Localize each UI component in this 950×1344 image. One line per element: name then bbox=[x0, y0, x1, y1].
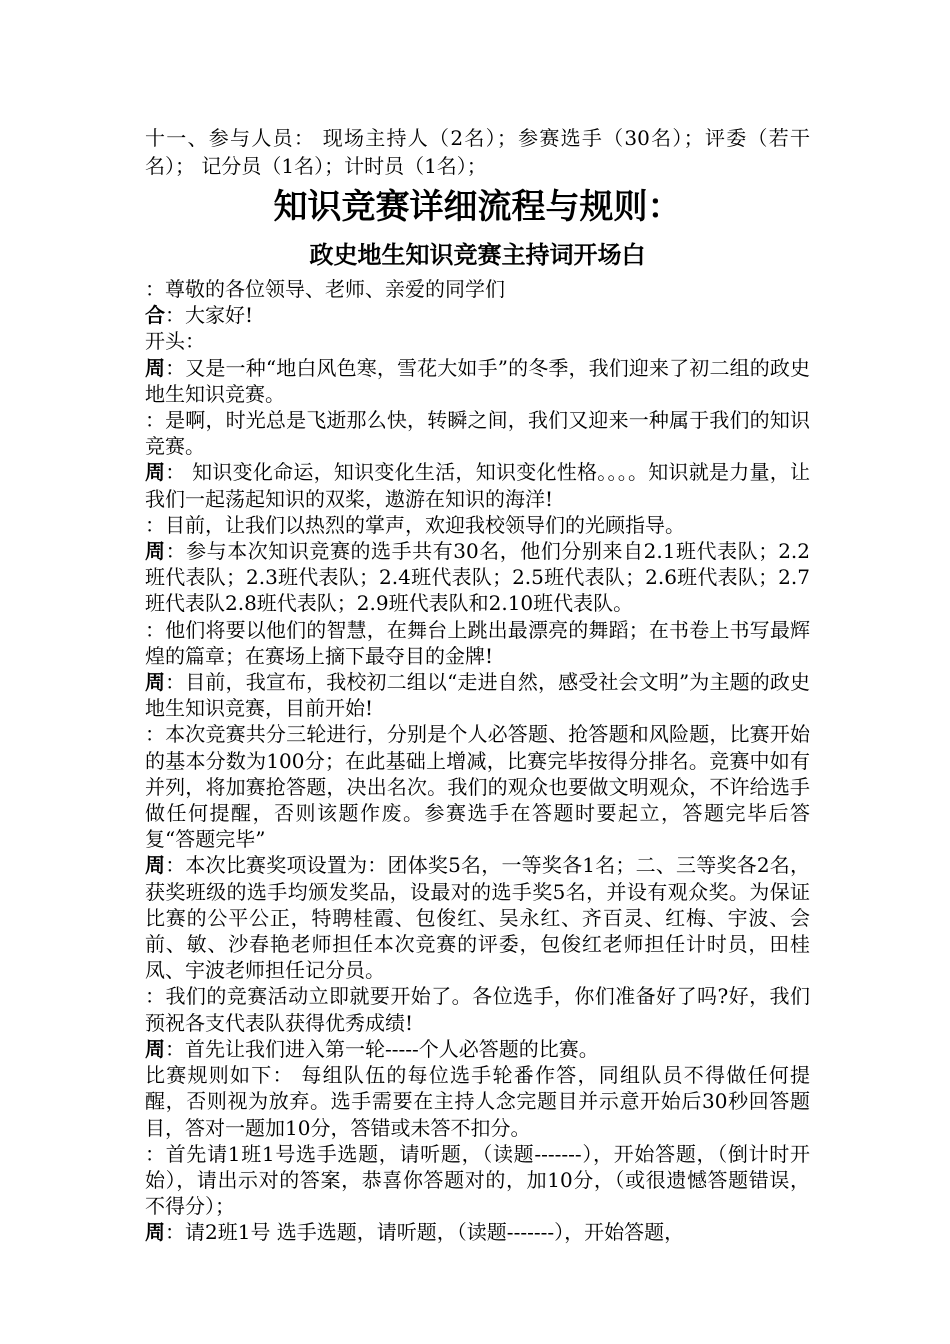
speaker-label: 周 bbox=[145, 670, 166, 695]
document-content bbox=[145, 124, 810, 1246]
paragraph-text: ：我们的竞赛活动立即就要开始了。各位选手，你们准备好了吗?好，我们预祝各支代表队获得优秀成绩! bbox=[145, 984, 810, 1035]
paragraph-text: ：目前，让我们以热烈的掌声，欢迎我校领导们的光顾指导。 bbox=[145, 512, 685, 537]
script-paragraph bbox=[145, 617, 810, 669]
paragraph-text: ：他们将要以他们的智慧，在舞台上跳出最漂亮的舞蹈；在书卷上书写最辉煌的篇章；在赛场上摘下最夺目的金牌! bbox=[145, 617, 810, 668]
script-paragraph bbox=[145, 538, 810, 617]
script-paragraph bbox=[145, 669, 810, 721]
script-paragraph bbox=[145, 852, 810, 983]
script-paragraph bbox=[145, 983, 810, 1035]
paragraph-text: ： 知识变化命运，知识变化生活，知识变化性格。。。。知识就是力量，让我们一起荡起知识的双桨，遨游在知识的海洋! bbox=[145, 460, 811, 511]
sub-title: 政史地生知识竞赛主持词开场白 bbox=[309, 240, 646, 269]
paragraph-text: ：是啊，时光总是飞逝那么快，转瞬之间，我们又迎来一种属于我们的知识竞赛。 bbox=[145, 408, 810, 459]
speaker-label: 合 bbox=[145, 303, 165, 328]
paragraph-text: ：本次比赛奖项设置为：团体奖5名，一等奖各1名；二、三等奖各2名，获奖班级的选手均颁发奖品，设最对的选手奖5名，并设有观众奖。为保证比赛的公平公正，特聘桂霞、包俊红、吴永红、齐百灵、红梅、宇波、会前、敏、沙春艳老师担任本次竞赛的评委，包俊红老师担任计时员，田桂凤、宇波老师担任记分员。 bbox=[145, 853, 810, 983]
script-paragraph bbox=[145, 512, 810, 538]
speaker-label: 周 bbox=[145, 1220, 165, 1245]
script-paragraph bbox=[145, 276, 810, 302]
paragraph-text: ：首先请1班1号选手选题，请听题，（读题-------），开始答题，（倒计时开始），请出示对的答案，恭喜你答题对的，加10分，（或很遗憾答题错误，不得分）； bbox=[145, 1141, 810, 1219]
script-paragraph bbox=[145, 328, 810, 354]
paragraph-text: ：又是一种“地白风色寒，雪花大如手”的冬季，我们迎来了初二组的政史地生知识竞赛。 bbox=[145, 355, 810, 406]
script-paragraph bbox=[145, 721, 810, 852]
participants-intro: 十一、参与人员： 现场主持人（2名）；参赛选手（30名）；评委（若干名）； 记分员（1名）；计时员（1名）； bbox=[145, 126, 810, 178]
paragraph-text: 开头： bbox=[145, 329, 205, 354]
paragraph-text: ：首先让我们进入第一轮-----个人必答题的比赛。 bbox=[165, 1036, 599, 1061]
speaker-label: 周 bbox=[145, 460, 166, 485]
paragraph-text: ：目前，我宣布，我校初二组以“走进自然，感受社会文明”为主题的政史地生知识竞赛，目前开始! bbox=[145, 670, 810, 721]
paragraph-text: ：大家好! bbox=[165, 303, 254, 328]
paragraph-text: 比赛规则如下： 每组队伍的每位选手轮番作答，同组队员不得做任何提醒，否则视为放弃。选手需要在主持人念完题目并示意开始后30秒回答题目，答对一题加10分，答错或未答不扣分。 bbox=[145, 1063, 810, 1140]
paragraph-text: ：本次竞赛共分三轮进行，分别是个人必答题、抢答题和风险题，比赛开始的基本分数为100分；在此基础上增减，比赛完毕按得分排名。竞赛中如有并列，将加赛抢答题，决出名次。我们的观众也要做文明观众，不许给选手做任何提醒，否则该题作废。参赛选手在答题时要起立，答题完毕后答复“答题完毕” bbox=[145, 722, 810, 852]
script-paragraph bbox=[145, 407, 810, 459]
speaker-label: 周 bbox=[145, 539, 166, 564]
speaker-label: 周 bbox=[145, 1036, 165, 1061]
script-paragraph bbox=[145, 1036, 810, 1062]
script-paragraph bbox=[145, 302, 810, 328]
paragraph-text: ：参与本次知识竞赛的选手共有30名，他们分别来自2.1班代表队；2.2班代表队；2.3班代表队；2.4班代表队；2.5班代表队；2.6班代表队；2.7班代表队2.8班代表队；2.9班代表队和2.10班代表队。 bbox=[145, 539, 811, 616]
paragraph-text: ：请2班1号 选手选题，请听题，（读题-------），开始答题， bbox=[165, 1220, 685, 1245]
script-body bbox=[145, 276, 810, 1246]
script-paragraph bbox=[145, 1219, 810, 1245]
script-paragraph bbox=[145, 1141, 810, 1220]
paragraph-text: ：尊敬的各位领导、老师、亲爱的同学们 bbox=[145, 277, 505, 301]
script-paragraph bbox=[145, 355, 810, 407]
main-title: 知识竞赛详细流程与规则： bbox=[273, 187, 682, 227]
speaker-label: 周 bbox=[145, 355, 166, 380]
script-paragraph bbox=[145, 1062, 810, 1141]
script-paragraph bbox=[145, 459, 810, 511]
speaker-label: 周 bbox=[145, 853, 166, 878]
